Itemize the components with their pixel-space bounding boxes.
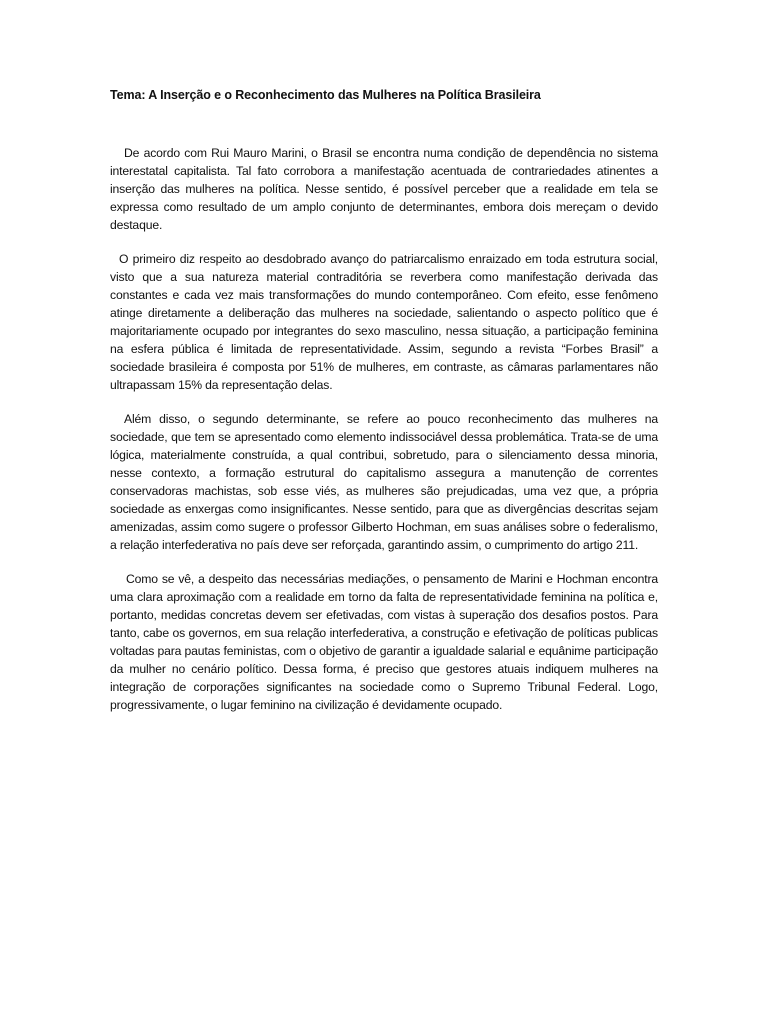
document-title: Tema: A Inserção e o Reconhecimento das Mulheres na Política Brasileira [110, 88, 541, 102]
paragraph-1: De acordo com Rui Mauro Marini, o Brasil se encontra numa condição de dependência no sistema interestatal capitalista. Tal fato corrobora a manifestação acentuada de contrariedades atinentes a inserção das mulheres na política. Nesse sentido, é possível perceber que a realidade em tela se expressa como resultado de um amplo conjunto de determinantes, embora dois mereçam o devido destaque. [110, 146, 658, 232]
paragraph-4: Como se vê, a despeito das necessárias mediações, o pensamento de Marini e Hochman encontra uma clara aproximação com a realidade em torno da falta de representatividade feminina na política e, portanto, medidas concretas devem ser efetivadas, com vistas à superação dos desafios postos. Para tanto, cabe os governos, em sua relação interfederativa, a construção e efetivação de políticas publicas voltadas para pautas feministas, com o objetivo de garantir a igualdade salarial e equânime participação da mulher no cenário político. Dessa forma, é preciso que gestores atuais indiquem mulheres na integração de corporações significantes na sociedade como o Supremo Tribunal Federal. Logo, progressivamente, o lugar feminino na civilização é devidamente ocupado. [110, 572, 658, 712]
paragraph-3: Além disso, o segundo determinante, se refere ao pouco reconhecimento das mulheres na sociedade, que tem se apresentado como elemento indissociável dessa problemática. Trata-se de uma lógica, materialmente construída, a qual contribui, sobretudo, para o silenciamento dessa minoria, nesse contexto, a formação estrutural do capitalismo assegura a manutenção de correntes conservadoras machistas, sob esse viés, as mulheres são prejudicadas, uma vez que, a própria sociedade as enxergas como insignificantes. Nesse sentido, para que as divergências descritas sejam amenizadas, assim como sugere o professor Gilberto Hochman, em suas análises sobre o federalismo, a relação interfederativa no país deve ser reforçada, garantindo assim, o cumprimento do artigo 211. [110, 412, 658, 552]
paragraph-2: O primeiro diz respeito ao desdobrado avanço do patriarcalismo enraizado em toda estrutura social, visto que a sua natureza material contraditória se reverbera como manifestação derivada das constantes e cada vez mais transformações do mundo contemporâneo. Com efeito, esse fenômeno atinge diretamente a deliberação das mulheres na sociedade, salientando o aspecto político que é majoritariamente ocupado por integrantes do sexo masculino, nessa situação, a participação feminina na esfera pública é limitada de representatividade. Assim, segundo a revista “Forbes Brasil” a sociedade brasileira é composta por 51% de mulheres, em contraste, as câmaras parlamentares não ultrapassam 15% da representação delas. [110, 252, 658, 392]
document-page [110, 86, 658, 730]
